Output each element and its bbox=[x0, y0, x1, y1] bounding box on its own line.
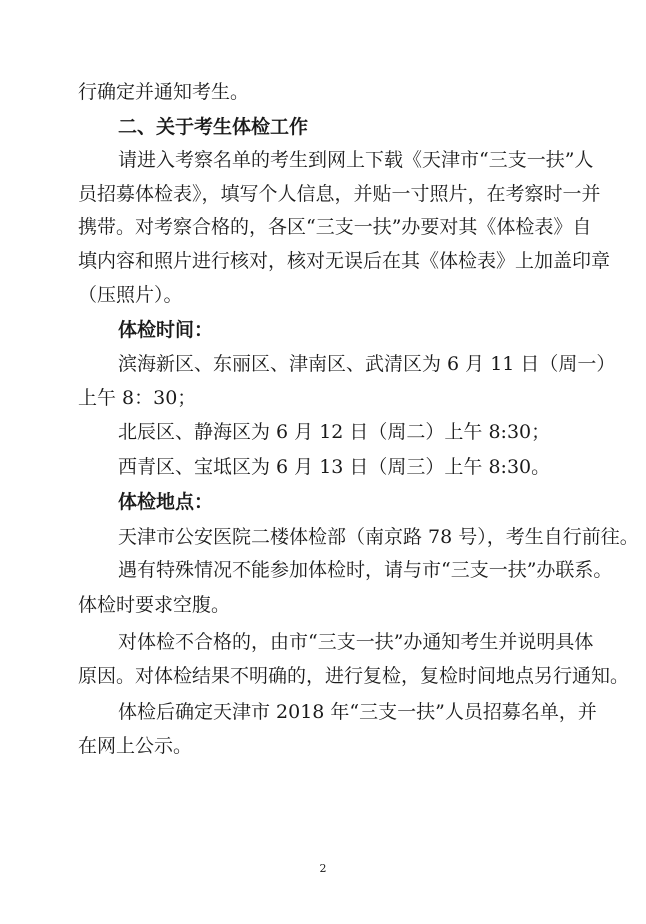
subheading-exam-time: 体检时间： bbox=[118, 319, 214, 341]
text-line: 行确定并通知考生。 bbox=[78, 81, 250, 103]
schedule-line: 西青区、宝坻区为 6 月 13 日（周三）上午 8:30。 bbox=[118, 456, 551, 478]
paragraph-line: 请进入考察名单的考生到网上下载《天津市“三支一扶”人 bbox=[118, 149, 594, 171]
paragraph-line: 员招募体检表》，填写个人信息，并贴一寸照片，在考察时一并 bbox=[78, 183, 601, 205]
paragraph-line: （压照片）。 bbox=[78, 284, 183, 306]
paragraph-line: 体检时要求空腹。 bbox=[78, 594, 231, 616]
page-number: 2 bbox=[319, 862, 327, 875]
paragraph-line: 原因。对体检结果不明确的，进行复检，复检时间地点另行通知。 bbox=[78, 665, 630, 687]
subheading-exam-location: 体检地点： bbox=[118, 491, 214, 513]
paragraph-line: 填内容和照片进行核对，核对无误后在其《体检表》上加盖印章 bbox=[78, 250, 611, 272]
paragraph-line: 携带。对考察合格的，各区“三支一扶”办要对其《体检表》自 bbox=[78, 216, 592, 238]
paragraph-line: 体检后确定天津市 2018 年“三支一扶”人员招募名单，并 bbox=[118, 701, 597, 723]
paragraph-line: 遇有特殊情况不能参加体检时，请与市“三支一扶”办联系。 bbox=[118, 559, 613, 581]
section-heading: 二、关于考生体检工作 bbox=[118, 116, 309, 138]
paragraph-line: 天津市公安医院二楼体检部（南京路 78 号），考生自行前往。 bbox=[118, 526, 639, 548]
paragraph-line: 对体检不合格的，由市“三支一扶”办通知考生并说明具体 bbox=[118, 631, 594, 653]
schedule-line: 滨海新区、东丽区、津南区、武清区为 6 月 11 日（周一） bbox=[118, 353, 616, 375]
paragraph-line: 在网上公示。 bbox=[78, 735, 193, 757]
schedule-line: 上午 8：30； bbox=[78, 387, 197, 409]
schedule-line: 北辰区、静海区为 6 月 12 日（周二）上午 8:30； bbox=[118, 421, 551, 443]
